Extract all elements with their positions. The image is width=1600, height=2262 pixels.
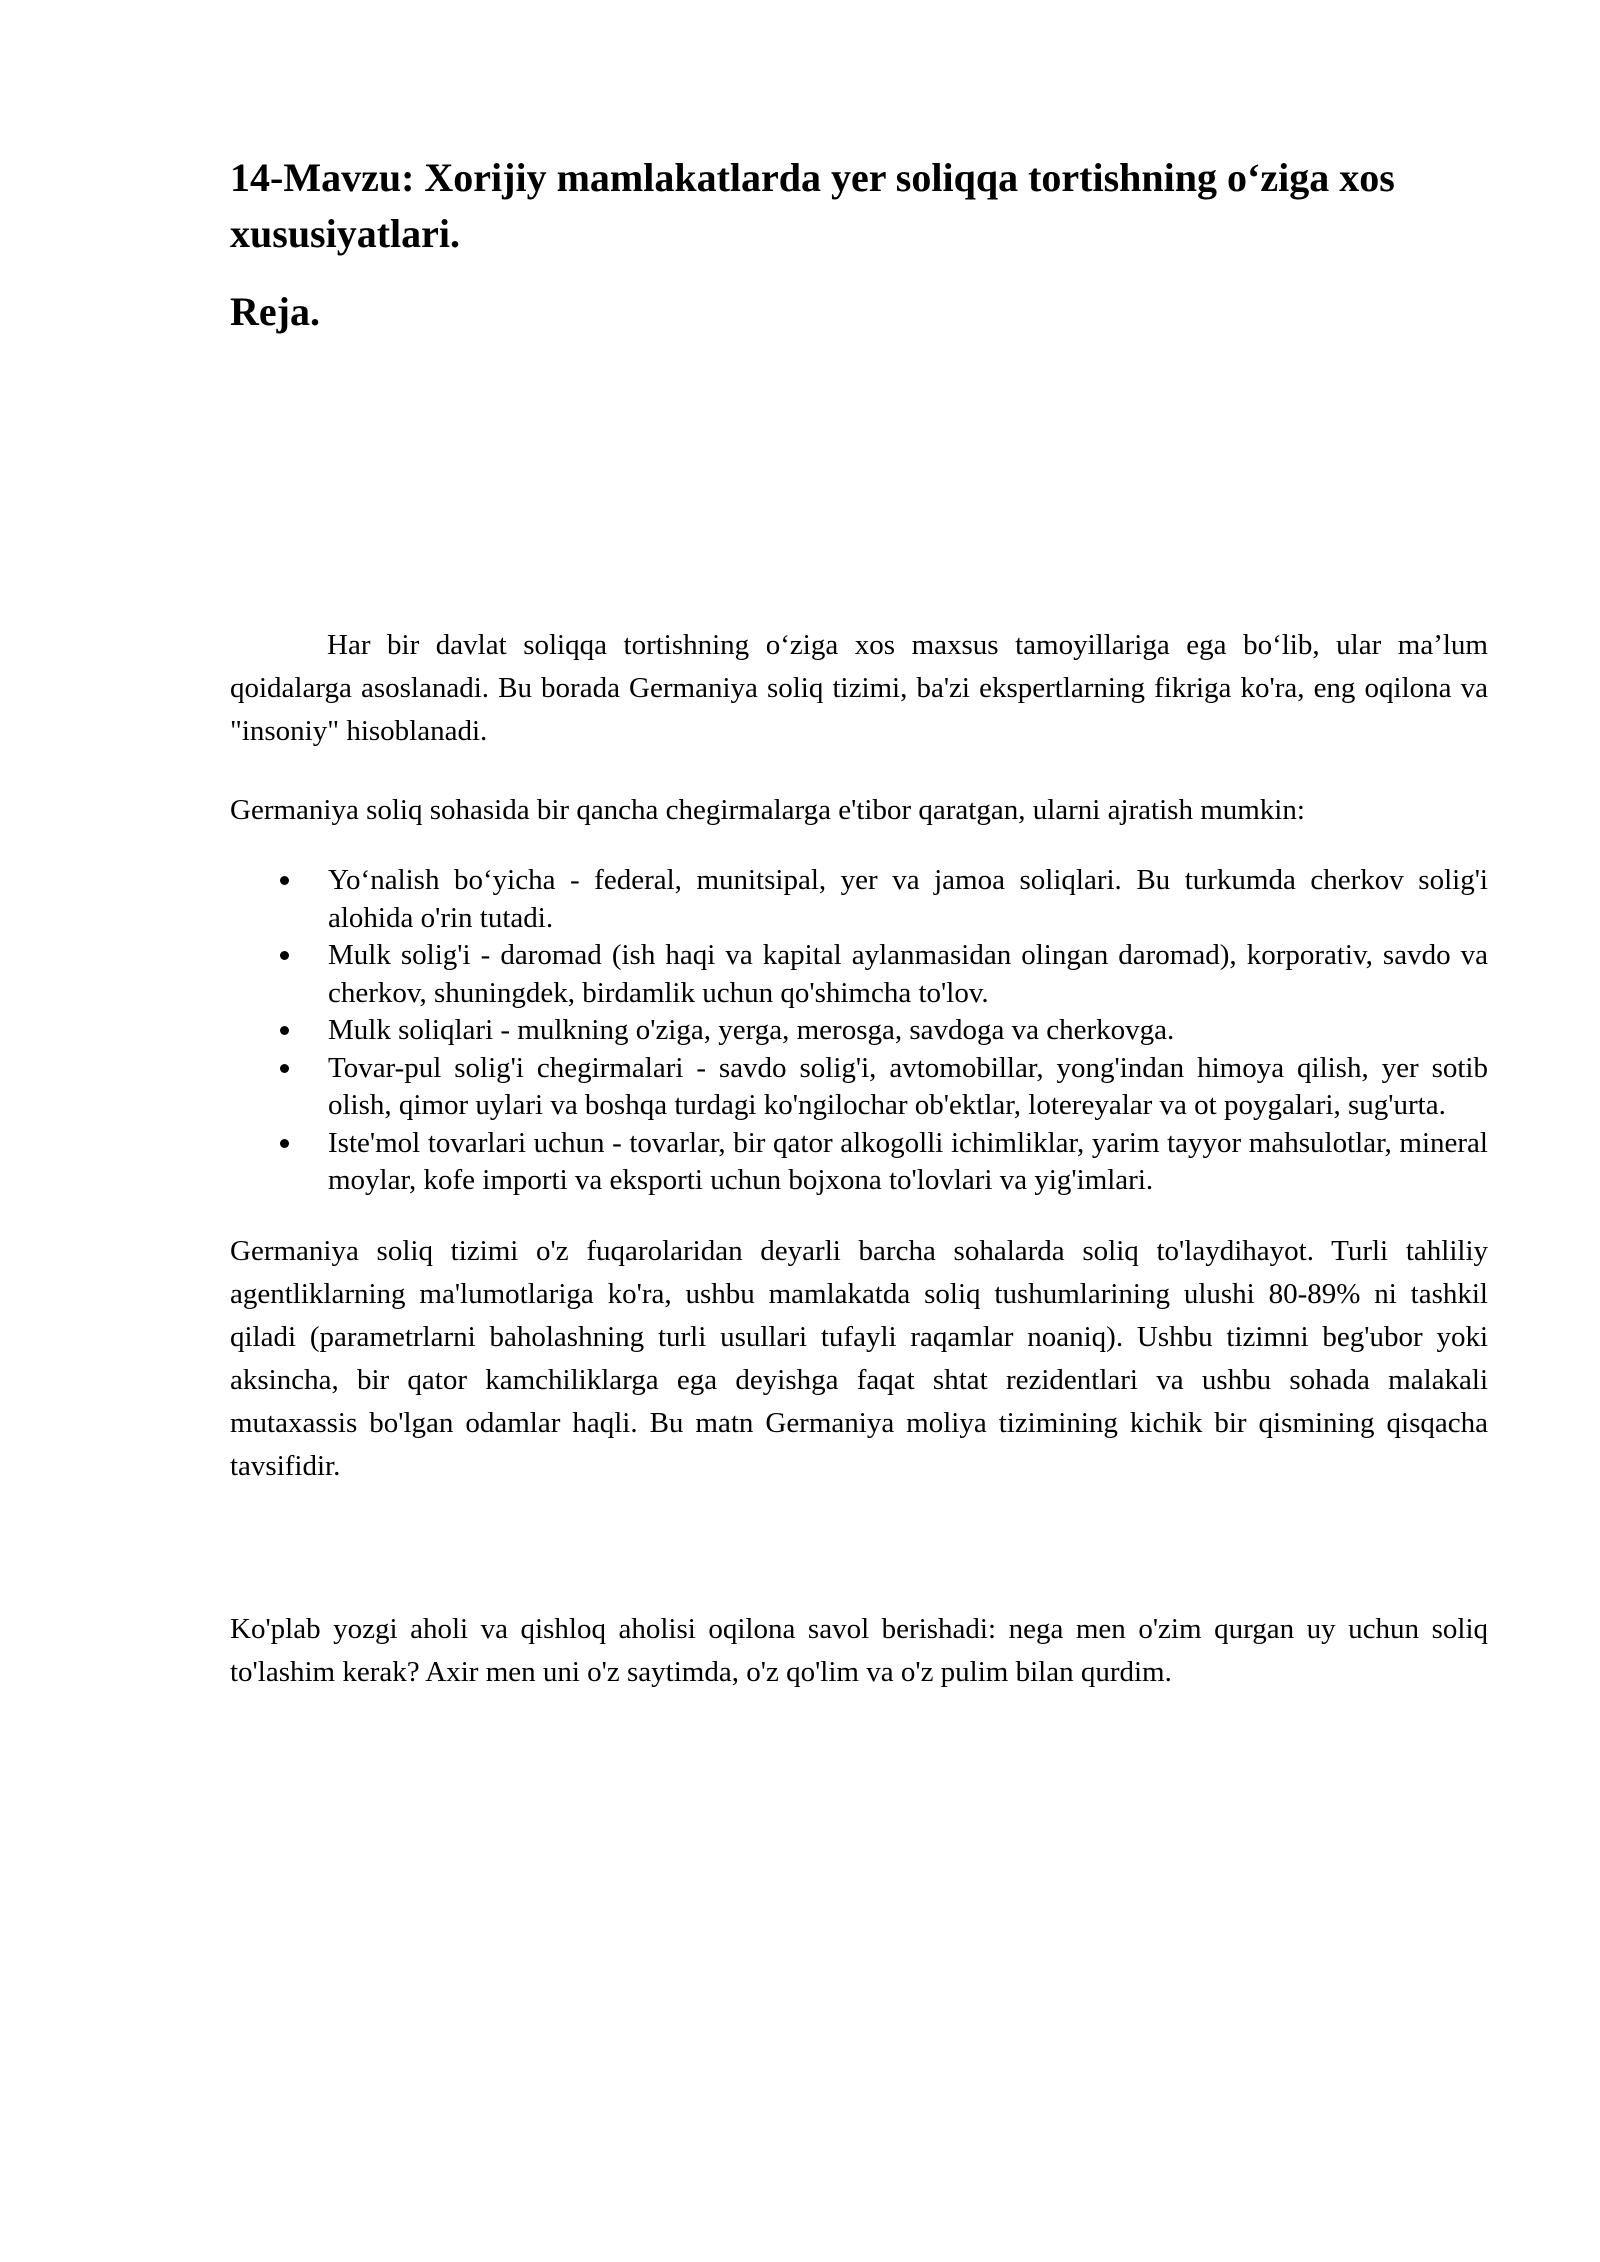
list-item-text: Mulk soliqlari - mulkning o'ziga, yerga, merosga, savdoga va cherkovga. [328,1014,1175,1046]
bullet-icon [280,1026,289,1035]
document-content [230,150,1488,1694]
plan-heading: Reja. [230,289,320,334]
list-item [230,1125,1488,1200]
intro-paragraph: Har bir davlat soliqqa tortishning o‘ziga xos maxsus tamoyillariga ega bo‘lib, ular ma’lum qoidalarga asoslanadi. Bu borada Germaniya soliq tizimi, ba'zi ekspertlarning fikriga ko'ra, eng oqilona va "insoniy" hisoblanadi. [230,629,1488,747]
list-item [230,937,1488,1012]
list-item [230,862,1488,937]
list-item [230,1050,1488,1125]
list-item-text: Mulk solig'i - daromad (ish haqi va kapital aylanmasidan olingan daromad), korporativ, savdo va cherkov, shuningdek, birdamlik uchun qo'shimcha to'lov. [328,939,1488,1009]
bullet-icon [280,951,289,960]
list-item-text: Iste'mol tovarlari uchun - tovarlar, bir qator alkogolli ichimliklar, yarim tayyor mahsulotlar, mineral moylar, kofe importi va eksporti uchun bojxona to'lovlari va yig'imlari. [328,1126,1488,1196]
closing-paragraph: Ko'plab yozgi aholi va qishloq aholisi oqilona savol berishadi: nega men o'zim qurgan uy uchun soliq to'lashim kerak? Axir men uni o'z saytimda, o'z qo'lim va o'z pulim bilan qurdim. [230,1612,1488,1688]
list-item [230,1012,1488,1050]
summary-paragraph: Germaniya soliq tizimi o'z fuqarolaridan deyarli barcha sohalarda soliq to'laydihayot. Turli tahliliy agentliklarning ma'lumotlariga ko'ra, ushbu mamlakatda soliq tushumlarining ulushi 80-89% ni tashkil qiladi (parametrlarni baholashning turli usullari tufayli raqamlar noaniq). Ushbu tizimni beg'ubor yoki aksincha, bir qator kamchiliklarga ega deyishga faqat shtat rezidentlari va ushbu sohada malakali mutaxassis bo'lgan odamlar haqli. Bu matn Germaniya moliya tizimining kichik bir qismining qisqacha tavsifidir. [230,1234,1488,1482]
bullet-icon [280,1064,289,1073]
list-item-text: Yo‘nalish bo‘yicha - federal, munitsipal, yer va jamoa soliqlari. Bu turkumda cherkov solig'i alohida o'rin tutadi. [328,864,1488,934]
tax-deductions-list [230,862,1488,1200]
list-item-text: Tovar-pul solig'i chegirmalari - savdo solig'i, avtomobillar, yong'indan himoya qilish, yer sotib olish, qimor uylari va boshqa turdagi ko'ngilochar ob'ektlar, lotereyalar va ot poygalari, sug'urta. [328,1051,1488,1121]
list-lead-paragraph: Germaniya soliq sohasida bir qancha chegirmalarga e'tibor qaratgan, ularni ajratish mumkin: [230,794,1305,826]
document-title: 14-Mavzu: Xorijiy mamlakatlarda yer soliqqa tortishning o‘ziga xos xususiyatlari. [230,155,1395,256]
bullet-icon [280,1139,289,1148]
bullet-icon [280,876,289,885]
